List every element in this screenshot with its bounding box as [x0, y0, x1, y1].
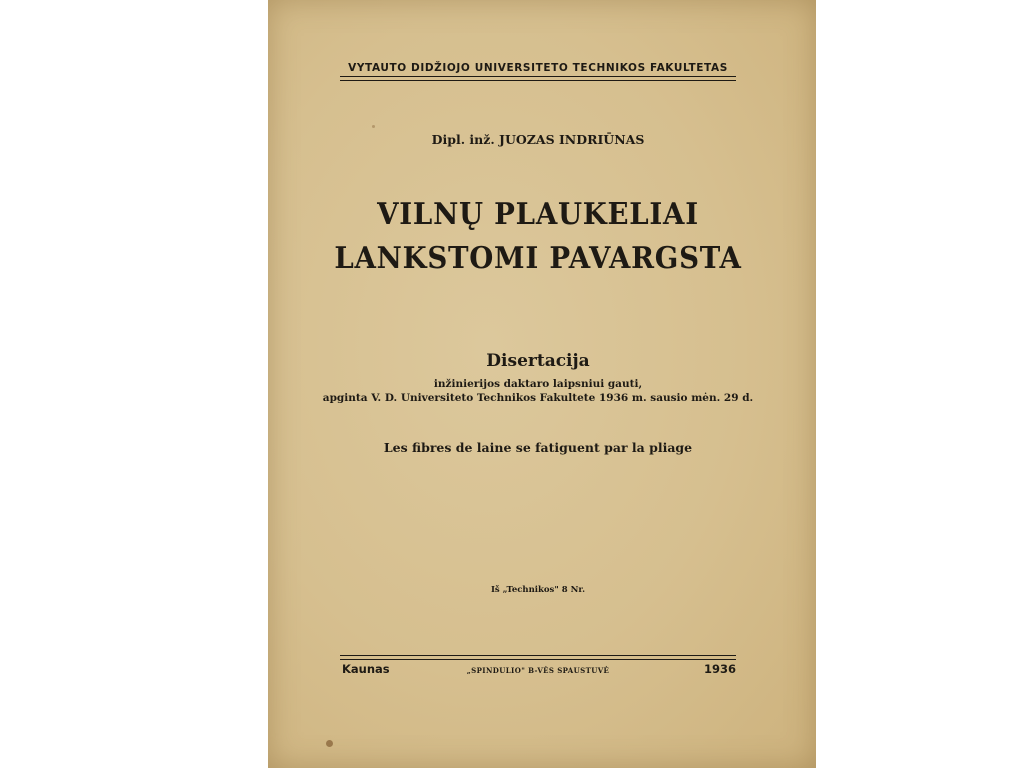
- place-of-publication: Kaunas: [342, 662, 390, 676]
- title-line-2: LANKSTOMI PAVARGSTA: [334, 241, 742, 276]
- footer-rule-top: [340, 655, 736, 656]
- header-rule-bottom: [340, 80, 736, 81]
- faculty-header: VYTAUTO DIDŽIOJO UNIVERSITETO TECHNIKOS FAKULTETAS: [348, 62, 728, 74]
- title-line-1: VILNŲ PLAUKELIAI: [377, 197, 699, 232]
- printer-name: „SPINDULIO" B-VĖS SPAUSTUVĖ: [466, 666, 610, 675]
- book-cover: [268, 0, 816, 768]
- author-name: Dipl. inž. JUOZAS INDRIŪNAS: [431, 132, 645, 147]
- footer-rule-bottom: [340, 659, 736, 660]
- dissertation-description-line-2: apginta V. D. Universiteto Technikos Fakultete 1936 m. sausio mėn. 29 d.: [322, 392, 754, 404]
- source-note: Iš „Technikos" 8 Nr.: [490, 585, 586, 595]
- publication-year: 1936: [704, 662, 737, 676]
- dissertation-description-line-1: inžinierijos daktaro laipsniui gauti,: [433, 378, 643, 390]
- paper-speck: [372, 125, 375, 128]
- header-rule-top: [340, 76, 736, 77]
- french-title: Les fibres de laine se fatiguent par la pliage: [383, 440, 693, 455]
- paper-stain: [326, 740, 333, 747]
- dissertation-heading: Disertacija: [486, 351, 590, 371]
